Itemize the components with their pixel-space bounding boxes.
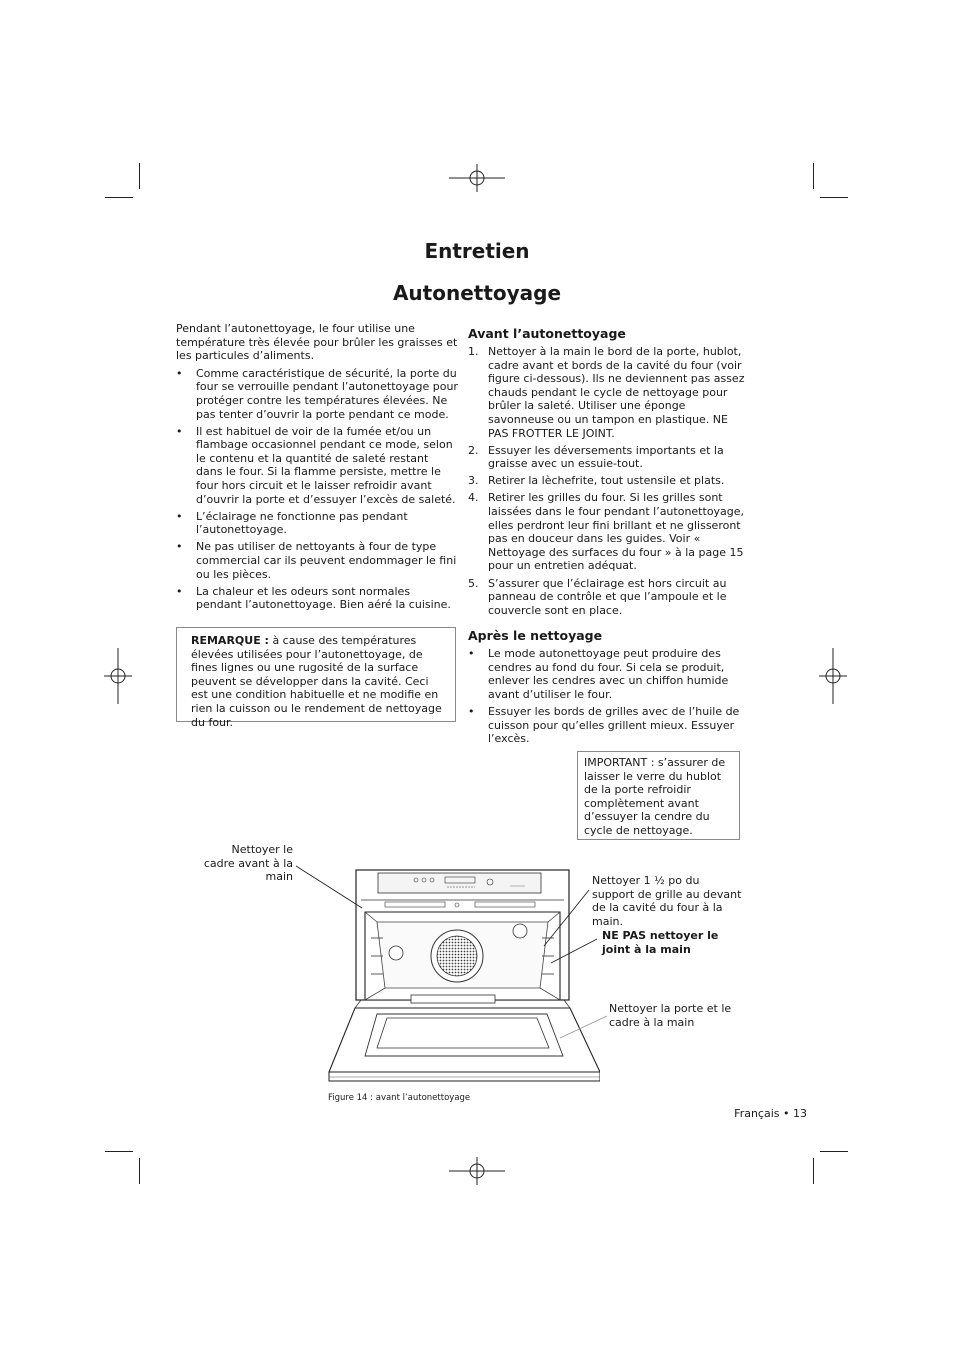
list-item: • L’éclairage ne fonctionne pas pendant l’autonettoyage. bbox=[176, 510, 458, 537]
list-item: • Il est habituel de voir de la fumée et/ou un flambage occasionnel pendant ce mode, selon le contenu et la quantité de saleté restant dans le four. Si la flamme persiste, mettre le four hors circuit et le laisser refroidir avant d’ouvrir la porte et d’essuyer l’excès de saleté. bbox=[176, 425, 458, 507]
intro-paragraph: Pendant l’autonettoyage, le four utilise une température très élevée pour brûler les graisses et les particules d’aliments. bbox=[176, 322, 458, 363]
before-cleaning-heading: Avant l’autonettoyage bbox=[468, 326, 626, 341]
list-item: 1. Nettoyer à la main le bord de la porte, hublot, cadre avant et bords de la cavité du four (voir figure ci-dessous). Ils ne deviennent pas assez chauds pendant le cycle de nettoyage pour brûler la saleté. Utiliser une éponge savonneuse ou un tampon en plastique. NE PAS FROTTER LE JOINT. bbox=[468, 345, 745, 440]
label-clean-rack-support: Nettoyer 1 ½ po du support de grille au devant de la cavité du four à la main. bbox=[592, 874, 742, 928]
label-clean-front-frame: Nettoyer le cadre avant à la main bbox=[203, 843, 293, 884]
page-number: Français • 13 bbox=[734, 1107, 807, 1120]
list-item: • Le mode autonettoyage peut produire des cendres au fond du four. Si cela se produit, enlever les cendres avec un chiffon humide avant d’utiliser le four. bbox=[468, 647, 746, 701]
section-title: Autonettoyage bbox=[392, 281, 562, 305]
list-item: 3. Retirer la lèchefrite, tout ustensile et plats. bbox=[468, 474, 725, 488]
list-item: • Comme caractéristique de sécurité, la porte du four se verrouille pendant l’autonettoyage pour protéger contre les températures élevées. Ne pas tenter d’ouvrir la porte pendant ce mode. bbox=[176, 367, 458, 421]
after-cleaning-heading: Après le nettoyage bbox=[468, 628, 603, 644]
figure-caption: Figure 14 : avant l’autonettoyage bbox=[328, 1093, 471, 1103]
list-item: 4. Retirer les grilles du four. Si les grilles sont laissées dans le four pendant l’autonettoyage, elles perdront leur fini brillant et ne glisseront pas en douceur dans les guides. Voir « Nettoyage des surfaces du four » à la page 15 pour un entretien adéquat. bbox=[468, 491, 745, 573]
important-box: IMPORTANT : s’assurer de laisser le verre du hublot de la porte refroidir complètement avant d’essuyer la cendre du cycle de nettoyage. bbox=[577, 751, 740, 840]
note-label: REMARQUE : bbox=[191, 634, 269, 647]
label-do-not-clean-gasket: NE PAS nettoyer le joint à la main bbox=[602, 929, 719, 956]
list-item: • Ne pas utiliser de nettoyants à four de type commercial car ils peuvent endommager le fini ou les pièces. bbox=[176, 540, 458, 581]
list-item: 5. S’assurer que l’éclairage est hors circuit au panneau de contrôle et que l’ampoule et le couvercle sont en place. bbox=[468, 576, 727, 617]
list-item: • La chaleur et les odeurs sont normales pendant l’autonettoyage. Bien aéré la cuisine. bbox=[176, 585, 458, 612]
label-clean-door-frame: Nettoyer la porte et le cadre à la main bbox=[609, 1002, 732, 1029]
note-text: à cause des températures élevées utilisées pour l’autonettoyage, de fines lignes ou une rugosité de la surface peuvent se développer dans la cavité. Ceci est une condition habituelle et ne modifie en rien la cuisson ou le rendement de nettoyage du four. bbox=[191, 634, 442, 729]
page-title: Entretien bbox=[424, 239, 530, 263]
list-item: • Essuyer les bords de grilles avec de l’huile de cuisson pour qu’elles grillent mieux. Essuyer l’excès. bbox=[468, 705, 746, 746]
list-item: 2. Essuyer les déversements importants et la graisse avec un essuie-tout. bbox=[468, 443, 724, 471]
